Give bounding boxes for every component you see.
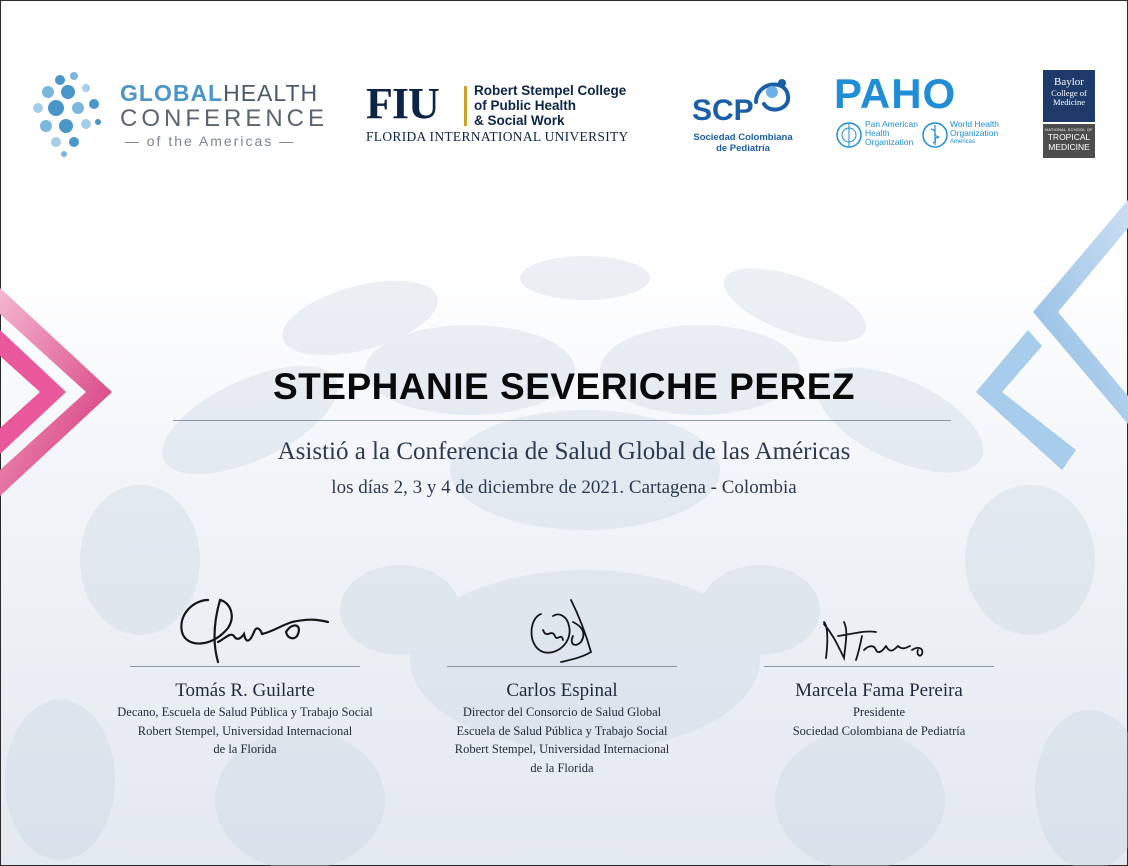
scp-figure-icon [748,72,794,118]
gh-word-health: HEALTH [223,80,319,106]
signatory-title-line: Presidente [852,705,906,719]
tropical-word: TROPICAL [1047,132,1091,142]
fiu-college-line-2: of Public Health [474,98,577,113]
signature-line [447,666,677,667]
baylor-logo [1043,70,1095,158]
handwritten-signature-espinal [477,592,647,666]
recipient-name: STEPHANIE SEVERICHE PEREZ [272,366,855,407]
gh-conference: CONFERENCE [120,105,329,132]
signature-line [764,666,994,667]
scp-name-line-1: Sociedad Colombiana [693,132,793,143]
fiu-college-line-1: Robert Stempel College [474,83,627,98]
baylor-college-block [1043,70,1095,122]
attendance-statement: Asistió a la Conferencia de Salud Global de las Américas [277,438,851,465]
national-school-of: NATIONAL SCHOOL OF [1045,127,1093,132]
signatory-name: Tomás R. Guilarte [175,680,315,701]
signature-block-espinal [412,592,712,777]
name-underline [173,420,951,421]
baylor-college-of: College of [1051,87,1087,98]
signatory-title-line: de la Florida [530,760,594,775]
fiu-college-line-3: & Social Work [474,113,565,128]
signature-line [130,666,360,667]
scp-mark: SCP [692,94,754,127]
handwritten-signature-fama [794,592,964,666]
signatory-title-line: Decano, Escuela de Salud Pública y Trabajo Social [117,705,373,719]
fiu-logo [366,79,648,148]
signature-block-guilarte [95,592,395,759]
scp-name-line-2: de Pediatría [716,143,770,154]
scp-logo [690,72,796,158]
who-org-text [950,120,999,147]
paho-mark: PAHO [834,70,957,117]
signatory-title-line: Robert Stempel, Universidad Internacional [137,723,353,738]
paho-org-line-2: Health [865,128,890,138]
fiu-divider [464,86,467,126]
signatory-title-line: Escuela de Salud Pública y Trabajo Social [456,723,668,738]
event-dates-location: los días 2, 3 y 4 de diciembre de 2021. Cartagena - Colombia [331,477,797,498]
gh-word-global: GLOBAL [120,80,224,106]
medicine-word: MEDICINE [1048,142,1090,152]
signatory-name: Marcela Fama Pereira [795,680,963,701]
paho-emblem-icon [835,121,863,149]
who-org-line-1: World Health [950,119,999,129]
fiu-mark: FIU [366,79,439,128]
baylor-medicine: Medicine [1052,97,1086,107]
blue-chevron-shape [976,200,1128,470]
fiu-university-name: FLORIDA INTERNATIONAL UNIVERSITY [366,129,629,144]
signature-block-fama [729,592,1029,740]
signatory-title-line: Robert Stempel, Universidad Internacional [454,742,670,756]
handwritten-signature-guilarte [160,592,330,666]
paho-logo [834,70,1004,154]
signatory-title-line: Director del Consorcio de Salud Global [462,705,662,719]
baylor-word: Baylor [1054,76,1084,88]
who-emblem-icon [921,121,949,149]
who-org-line-3: Americas [950,139,976,145]
paho-org-text [865,120,918,147]
global-health-conference-logo [28,66,329,162]
paho-org-line-1: Pan American [865,119,918,129]
gh-americas: — of the Americas — [124,133,296,149]
signatory-title-line: de la Florida [213,742,277,756]
who-org-line-2: Organization [950,128,999,138]
tropical-medicine-block [1043,124,1095,158]
signatory-title-line: Sociedad Colombiana de Pediatría [792,723,966,738]
paho-org-line-3: Organization [865,137,914,147]
molecule-dots-icon [28,66,108,162]
signatory-name: Carlos Espinal [506,680,618,701]
